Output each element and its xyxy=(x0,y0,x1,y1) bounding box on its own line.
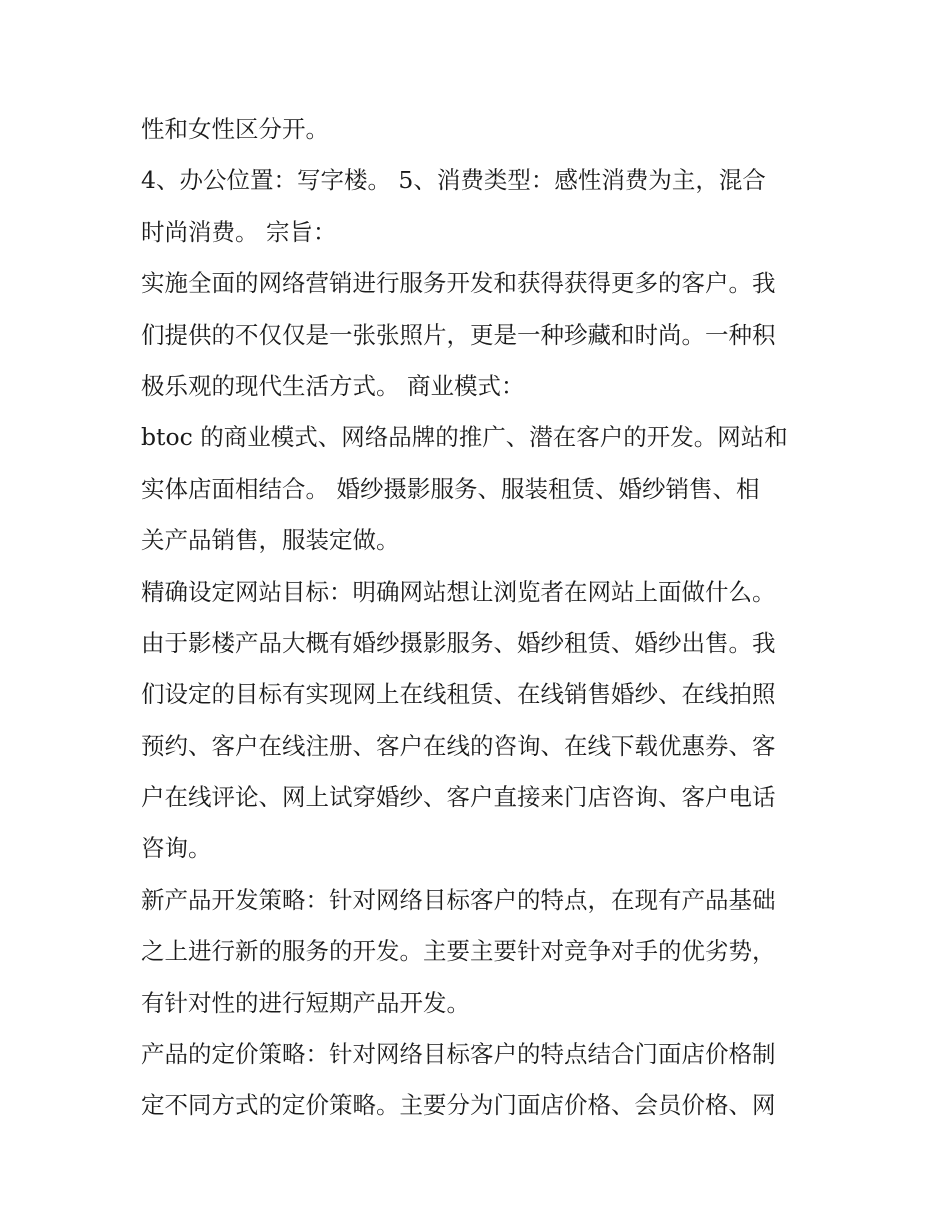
text-line-4: 实施全面的网络营销进行服务开发和获得获得更多的客户。我 xyxy=(141,269,776,298)
text-line-2: 4、办公位置：写字楼。 5、消费类型：感性消费为主，混合 xyxy=(141,166,766,195)
text-line-12: 们设定的目标有实现网上在线租赁、在线销售婚纱、在线拍照 xyxy=(141,680,776,709)
text-line-6: 极乐观的现代生活方式。 商业模式： xyxy=(141,371,525,400)
text-line-18: 有针对性的进行短期产品开发。 xyxy=(141,988,470,1017)
text-line-9: 关产品销售，服装定做。 xyxy=(141,526,400,555)
text-line-3: 时尚消费。 宗旨： xyxy=(141,217,337,246)
text-line-7: btoc 的商业模式、网络品牌的推广、潜在客户的开发。网站和 xyxy=(141,423,788,452)
text-line-20: 定不同方式的定价策略。主要分为门面店价格、会员价格、网 xyxy=(141,1091,776,1120)
text-line-10: 精确设定网站目标：明确网站想让浏览者在网站上面做什么。 xyxy=(141,577,776,606)
text-line-15: 咨询。 xyxy=(141,834,212,863)
text-line-5: 们提供的不仅仅是一张张照片，更是一种珍藏和时尚。一种积 xyxy=(141,320,776,349)
text-line-19: 产品的定价策略：针对网络目标客户的特点结合门面店价格制 xyxy=(141,1040,776,1069)
text-line-17: 之上进行新的服务的开发。主要主要针对竞争对手的优劣势， xyxy=(141,937,776,966)
text-line-11: 由于影楼产品大概有婚纱摄影服务、婚纱租赁、婚纱出售。我 xyxy=(141,628,776,657)
text-line-8: 实体店面相结合。 婚纱摄影服务、服装租赁、婚纱销售、相 xyxy=(141,474,760,503)
text-line-1: 性和女性区分开。 xyxy=(141,115,329,143)
text-line-13: 预约、客户在线注册、客户在线的咨询、在线下载优惠券、客 xyxy=(141,731,776,760)
document-body xyxy=(141,104,813,1132)
text-line-14: 户在线评论、网上试穿婚纱、客户直接来门店咨询、客户电话 xyxy=(141,783,776,812)
text-line-16: 新产品开发策略：针对网络目标客户的特点，在现有产品基础 xyxy=(141,885,776,914)
